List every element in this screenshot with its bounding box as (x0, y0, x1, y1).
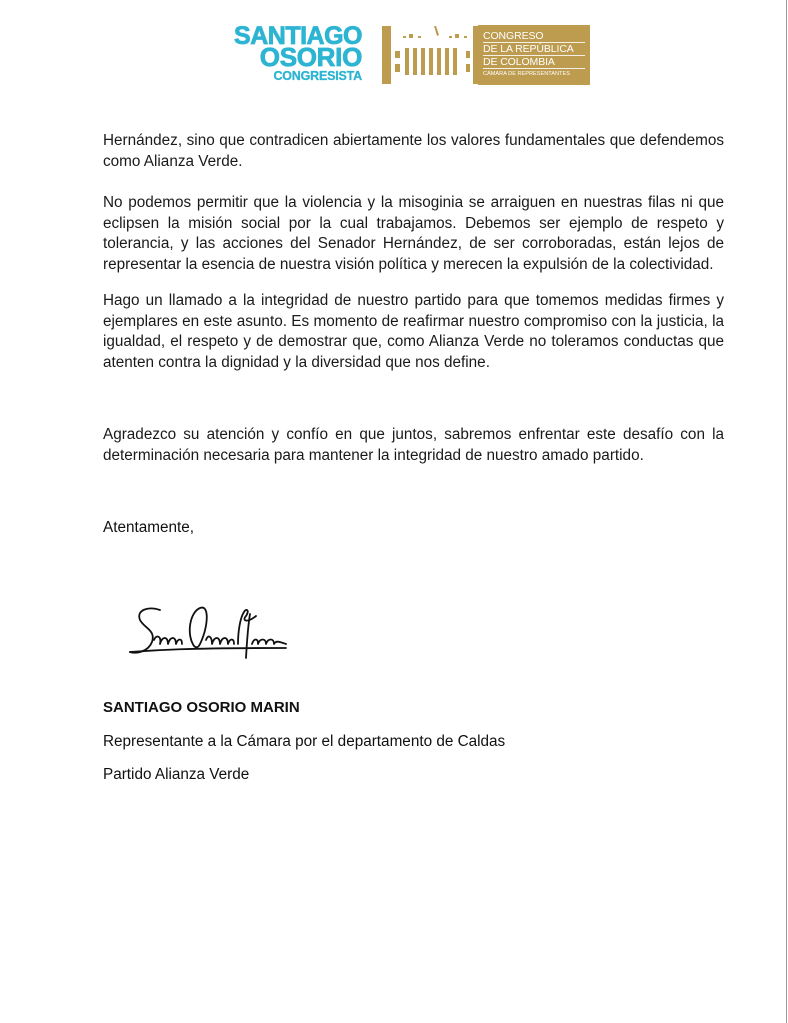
candidate-logo-line1: SANTIAGO (234, 22, 362, 50)
congress-logo-line4: CÁMARA DE REPRESENTANTES (483, 71, 570, 77)
congress-logo-line3: DE COLOMBIA (483, 56, 555, 68)
page-edge-border (786, 0, 787, 1023)
congress-logo-line2: DE LA REPÚBLICA (483, 43, 574, 55)
candidate-logo-line2: OSORIO (259, 42, 362, 72)
signatory-party: Partido Alianza Verde (103, 766, 250, 783)
congress-logo-divider (483, 68, 585, 69)
handwritten-signature-icon (126, 604, 296, 664)
letter-paragraph: No podemos permitir que la violencia y la misoginia se arraiguen en nuestras filas ni que eclipsen la misión social por la cual trabajamos. Debemos ser ejemplo de respeto y tolerancia, y las acciones del Senador Hernández, de ser corroboradas, están lejos de representar la esencia de nuestra visión política y merecen la expulsión de la colectividad. (103, 194, 724, 273)
letter-paragraph: Hago un llamado a la integridad de nuestro partido para que tomemos medidas firmes y ejemplares en este asunto. Es momento de reafirmar nuestro compromiso con la justicia, la igualdad, el respeto y de demostrar que, como Alianza Verde no toleramos conductas que atenten contra la dignidad y la diversidad que nos define. (103, 292, 724, 371)
candidate-logo-line3: CONGRESISTA (273, 69, 362, 83)
letter-paragraph: Hernández, sino que contradicen abiertamente los valores fundamentales que defendemos como Alianza Verde. (103, 132, 724, 170)
congress-logo (381, 24, 591, 86)
closing-salutation: Atentamente, (103, 519, 194, 536)
congress-logo-line1: CONGRESO (483, 30, 544, 42)
letter-paragraph: Agradezco su atención y confío en que juntos, sabremos enfrentar este desafío con la determinación necesaria para mantener la integridad de nuestro amado partido. (103, 426, 724, 464)
letterhead (0, 22, 788, 88)
congress-logo-textbox (478, 25, 590, 85)
candidate-logo (216, 24, 366, 86)
signatory-name: SANTIAGO OSORIO MARIN (103, 699, 300, 716)
signatory-role: Representante a la Cámara por el departamento de Caldas (103, 733, 506, 750)
capitol-building-icon (381, 24, 479, 86)
